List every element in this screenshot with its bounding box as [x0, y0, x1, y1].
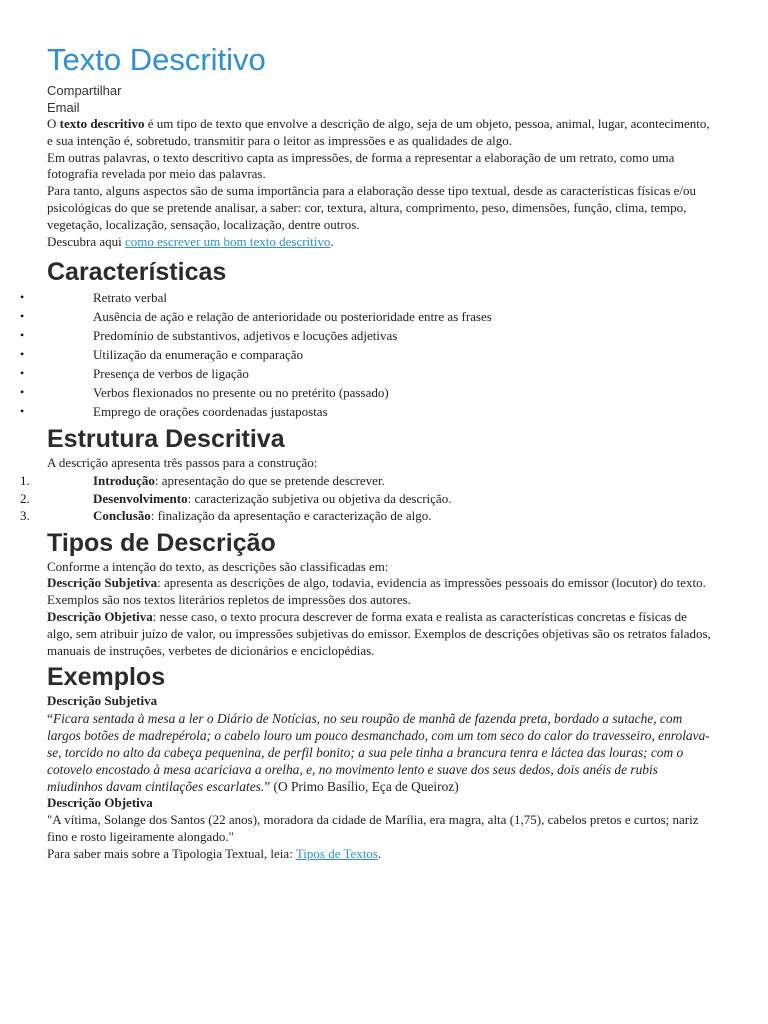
literary-quote: Ficara sentada à mesa a ler o Diário de Notícias, no seu roupão de manhã de fazenda preta, bordado a sutache, com largos botões de madrepérola; o cabelo louro um pouco desmanchado, com um tom seco do calor do travesseiro, enrolava-se, torcido no alto da cabeça pequenina, de perfil bonito; a sua pele tinha a brancura tenra e láctea das louras; com o cotovelo encostado à mesa acariciava a orelha, e, no movimento lento e suave dos seus dedos, dois anéis de rubis miudinhos davam cintilações escarlates.	[47, 711, 710, 795]
paragraph: Para tanto, alguns aspectos são de suma importância para a elaboração desse tipo textual, desde as características físicas e/ou psicológicas do que se pretende analisar, a saber: cor, textura, altura, comprimento, peso, dimensões, função, clima, tempo, vegetação, localização, sensação, localização, dentre outros.	[47, 183, 697, 232]
term-bold: texto descritivo	[59, 116, 145, 131]
list-item: • Verbos flexionados no presente ou no pretérito (passado)	[47, 383, 715, 402]
example-label: Descrição Objetiva	[47, 795, 153, 811]
how-to-write-link[interactable]: como escrever um bom texto descritivo	[124, 233, 331, 249]
characteristics-list	[47, 288, 715, 421]
paragraph: Descrição Objetiva: nesse caso, o texto procura descrever de forma exata e realista as características concretas e físicas de algo, sem atribuir juízo de valor, ou impressões subjetivas do emissor. Exemplos de descrições objetivas são os retratos falados, manuais de instruções, verbetes de dicionários e enciclopédias.	[47, 609, 711, 658]
article	[20, 38, 715, 862]
list-item: • Presença de verbos de ligação	[47, 364, 715, 383]
list-item: 3. Conclusão: finalização da apresentação e caracterização de algo.	[20, 508, 432, 524]
paragraph: Descrição Subjetiva: apresenta as descrições de algo, todavia, evidencia as impressões pessoais do emissor (locutor) do texto. Exemplos são nos textos literários repletos de impressões dos autores.	[47, 575, 706, 608]
list-item: 2. Desenvolvimento: caracterização subjetiva ou objetiva da descrição.	[20, 490, 452, 506]
section-heading-estrutura: Estrutura Descritiva	[47, 425, 285, 454]
paragraph: Conforme a intenção do texto, as descrições são classificadas em:	[47, 558, 389, 574]
list-item: 1. Introdução: apresentação do que se pretende descrever.	[20, 473, 385, 489]
paragraph: A descrição apresenta três passos para a construção:	[47, 455, 318, 471]
section-heading-caracteristicas: Características	[47, 258, 227, 287]
share-links	[47, 82, 715, 116]
page-title: Texto Descritivo	[47, 42, 266, 77]
paragraph: Em outras palavras, o texto descritivo capta as impressões, de forma a representar a elaboração de um retrato, como uma fotografia revelada por meio das palavras.	[47, 149, 675, 182]
structure-list	[20, 472, 715, 525]
example-label: Descrição Subjetiva	[47, 693, 158, 709]
list-item: • Retrato verbal	[47, 288, 715, 307]
list-item: • Utilização da enumeração e comparação	[47, 345, 715, 364]
email-share-button[interactable]: Email	[47, 100, 80, 115]
section-heading-exemplos: Exemplos	[47, 663, 166, 692]
paragraph: Descubra aqui como escrever um bom texto descritivo.	[47, 233, 334, 249]
section-heading-tipos: Tipos de Descrição	[47, 528, 276, 557]
list-item: • Ausência de ação e relação de anterioridade ou posterioridade entre as frases	[47, 307, 715, 326]
paragraph: Para saber mais sobre a Tipologia Textual, leia: Tipos de Textos.	[47, 845, 382, 861]
quote-paragraph: “Ficara sentada à mesa a ler o Diário de Notícias, no seu roupão de manhã de fazenda preta, bordado a sutache, com largos botões de madrepérola; o cabelo louro um pouco desmanchado, com um tom seco do calor do travesseiro, enrolava-se, torcido no alto da cabeça pequenina, de perfil bonito; a sua pele tinha a brancura tenra e láctea das louras; com o cotovelo encostado à mesa acariciava a orelha, e, no movimento lento e suave dos seus dedos, dois anéis de rubis miudinhos davam cintilações escarlates.” (O Primo Basílio, Eça de Queiroz)	[47, 711, 710, 795]
list-item: • Predomínio de substantivos, adjetivos e locuções adjetivas	[47, 326, 715, 345]
paragraph: "A vítima, Solange dos Santos (22 anos), moradora da cidade de Marília, era magra, alta (1,75), cabelos pretos e curtos; nariz fino e rosto ligeiramente alongado."	[47, 812, 699, 844]
intro-paragraph: O texto descritivo é um tipo de texto que envolve a descrição de algo, seja de um objeto, pessoa, animal, lugar, acontecimento, e sua intenção é, sobretudo, transmitir para o leitor as impressões e as qualidades de algo.	[47, 116, 710, 148]
list-item: • Emprego de orações coordenadas justapostas	[47, 402, 715, 421]
share-button[interactable]: Compartilhar	[47, 83, 122, 98]
tipos-de-textos-link[interactable]: Tipos de Textos	[295, 845, 378, 861]
